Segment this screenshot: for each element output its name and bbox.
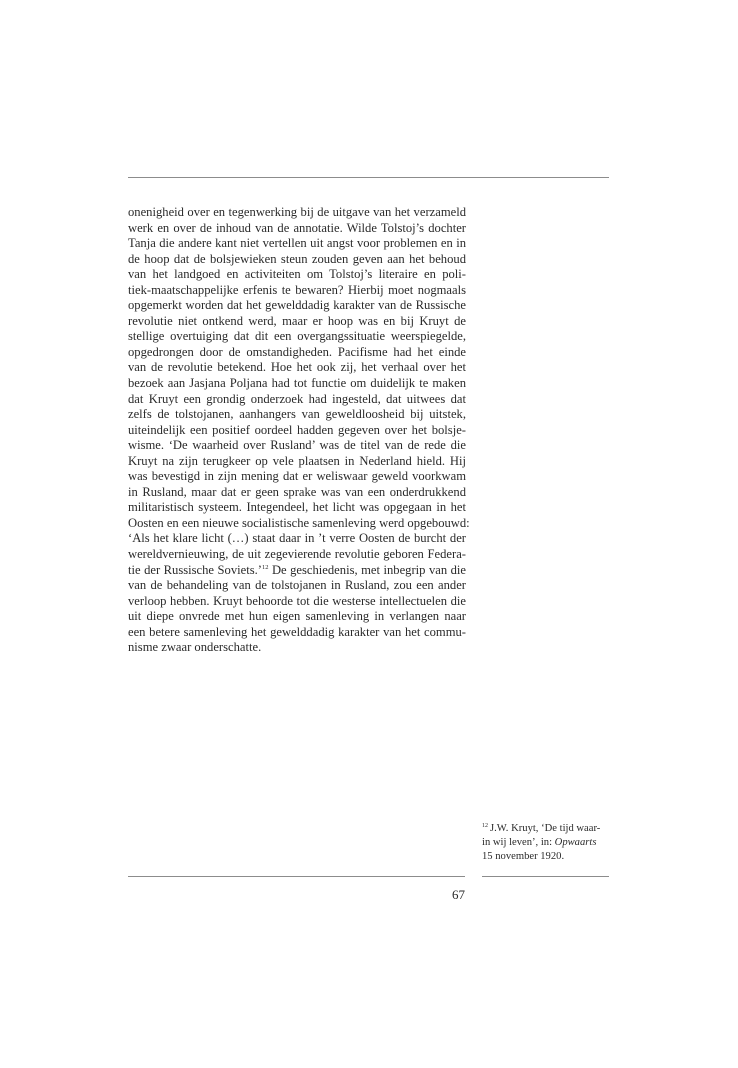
page-number: 67 [452, 887, 465, 902]
text-line: uit diepe onvrede met hun eigen samenleving in verlangen naar [128, 609, 466, 624]
text-line: stellige overtuiging dat dit een overgangssituatie weerspiegelde, [128, 329, 466, 344]
text-line: werk en over de inhoud van de annotatie. Wilde Tolstoj’s dochter [128, 220, 466, 235]
footnote-reference: 12 [261, 563, 269, 571]
text-line: was bevestigd in zijn mening dat er weliswaar geweld voorkwam [128, 469, 466, 484]
text-line: van de revolutie betekend. Hoe het ook zij, het verhaal over het [128, 360, 466, 375]
text-line: opgemerkt worden dat het gewelddadig karakter van de Russische [128, 298, 466, 313]
text-line: Tanja die andere kant niet vertellen uit angst voor problemen en in [128, 236, 466, 251]
bottom-rule-text [128, 876, 465, 877]
text-line: wereldvernieuwing, de uit zegevierende revolutie geboren Federa- [128, 547, 466, 562]
text-line: ‘Als het klare licht (…) staat daar in ’t verre Oosten de burcht der [128, 531, 466, 546]
text-line: opgedrongen door de omstandigheden. Pacifisme had het einde [128, 344, 466, 359]
footnote-line: $^{12}$ J.W. Kruyt, ‘De tijd waar- [482, 823, 601, 834]
text-line: van het landgoed en activiteiten om Tolstoj’s literaire en poli- [128, 267, 466, 282]
footnote-marker: 12 [482, 823, 488, 829]
footnote-line: 15 november 1920. [482, 850, 565, 862]
text-line: in Rusland, maar dat er geen sprake was van een onderdrukkend [128, 484, 466, 499]
footnote-italic-title: Opwaarts [554, 836, 597, 848]
text-line: Oosten en een nieuwe socialistische samenleving werd opgebouwd: [128, 515, 470, 530]
text-line: militaristisch systeem. Integendeel, het licht was opgegaan in het [128, 500, 466, 515]
text-line: tie der Russische Soviets.’$^{12}$ De geschiedenis, met inbegrip van die [128, 562, 466, 577]
text-line: bezoek aan Jasjana Poljana had tot functie om duidelijk te maken [128, 376, 466, 391]
text-line: een betere samenleving het gewelddadig karakter van het commu- [128, 624, 466, 639]
text-line: verloop hebben. Kruyt behoorde tot die westerse intellectuelen die [128, 593, 466, 608]
text-line: van de behandeling van de tolstojanen in Rusland, zou een ander [128, 578, 466, 593]
footnote-12 [482, 822, 609, 863]
text-line: zelfs de tolstojanen, aanhangers van geweldloosheid bij uitstek, [128, 407, 466, 422]
text-line: uiteindelijk een positief oordeel hadden gegeven over het bolsje- [128, 422, 466, 437]
text-line: revolutie niet ontkend werd, maar er hoop was en bij Kruyt de [128, 313, 466, 328]
text-line: Kruyt na zijn terugkeer op vele plaatsen in Nederland hield. Hij [128, 453, 466, 468]
top-rule [128, 177, 609, 178]
text-line: tiek-maatschappelijke erfenis te bewaren? Hierbij moet nogmaals [128, 282, 466, 297]
bottom-rule-notes [482, 876, 609, 877]
text-line: nisme zwaar onderschatte. [128, 640, 262, 655]
text-line: wisme. ‘De waarheid over Rusland’ was de titel van de rede die [128, 438, 466, 453]
text-line: dat Kruyt een grondig onderzoek had ingesteld, dat uitwees dat [128, 391, 466, 406]
text-line: onenigheid over en tegenwerking bij de uitgave van het verzameld [128, 205, 466, 219]
body-text [128, 205, 470, 656]
footnote-line: in wij leven’, in: Opwaarts [482, 836, 597, 848]
text-line: de hoop dat de bolsjewieken steun zouden geven aan het behoud [128, 251, 466, 266]
